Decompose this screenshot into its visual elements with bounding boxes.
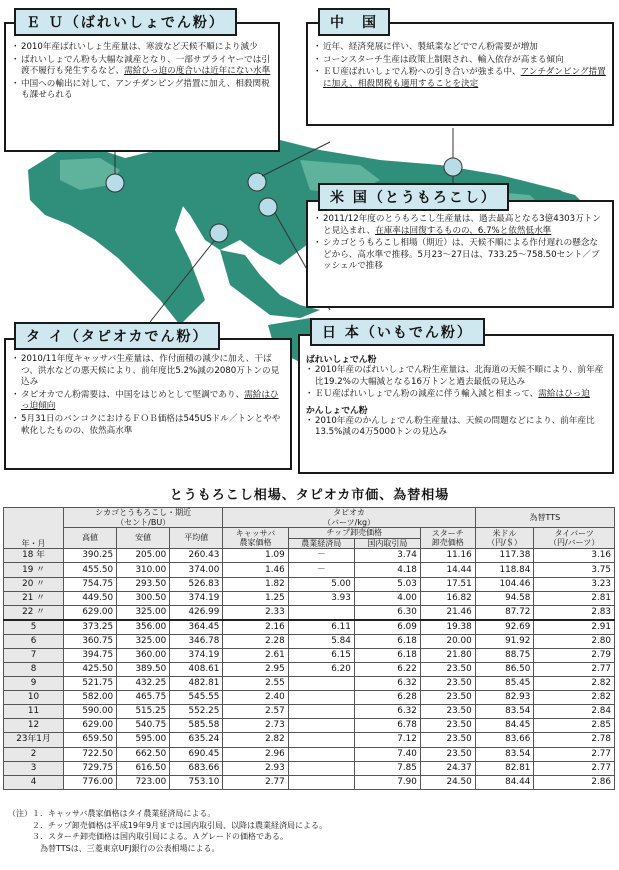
bullet-item (306, 365, 606, 388)
table-cell: 3.93 (288, 591, 354, 605)
us-marker (444, 158, 462, 176)
table-cell: 23.50 (420, 733, 475, 747)
us-title: 米 国（とうもろこし） (318, 183, 509, 211)
us-bullets (314, 214, 606, 273)
row-label: 20 〃 (4, 577, 64, 591)
table-cell: 92.69 (475, 620, 534, 635)
table-cell: 7.85 (354, 761, 420, 775)
bullet-text: 2010年産のばれいしょでん粉生産量は、北海道の天候不順により、前年産比19.2%の大幅減となる16万トンと過去最低の見込み (315, 365, 604, 387)
table-cell (288, 733, 354, 747)
bullet-text: タピオカでん粉需要は、中国をはじめとして堅調であり、 (21, 389, 245, 400)
table-cell: 5.00 (288, 577, 354, 591)
row-label: 18 年 (4, 549, 64, 563)
table-cell: 616.50 (117, 761, 170, 775)
bullet-text: シカゴとうもろこし相場（期近）は、天候不順による作付遅れの懸念などから、高水準で推移。5月23～27日は、733.25～758.50セント／ブッシェルで推移 (323, 238, 600, 272)
table-cell: 683.66 (170, 761, 223, 775)
table-cell: 408.61 (170, 662, 223, 676)
table-row (4, 691, 615, 705)
table-cell: 629.00 (64, 605, 117, 620)
row-label: 2 (4, 747, 64, 761)
table-cell: 590.00 (64, 705, 117, 719)
bullet-text: コーンスターチ生産は政策上制限され、輸入依存が高まる傾向 (323, 54, 564, 65)
table-title: とうもろこし相場、タピオカ市価、為替相場 (169, 488, 450, 503)
table-cell: 6.20 (288, 662, 354, 676)
row-label: 6 (4, 634, 64, 648)
bullet-item (12, 55, 272, 78)
table-cell: 83.66 (475, 733, 534, 747)
col-starch (420, 528, 475, 549)
table-cell: 2.57 (223, 705, 288, 719)
price-table (3, 507, 615, 790)
tapioca-unit: （バーツ/kg） (322, 517, 376, 527)
thailand-marker (210, 224, 228, 242)
table-cell: 23.50 (420, 662, 475, 676)
table-cell: 6.11 (288, 620, 354, 635)
table-cell: 6.78 (354, 719, 420, 733)
table-cell: 722.50 (64, 747, 117, 761)
col-chip-domestic: 国内取引局 (354, 538, 420, 549)
table-cell: 360.00 (117, 648, 170, 662)
japan-title: 日 本（いもでん粉） (310, 318, 485, 346)
table-row (4, 719, 615, 733)
bullet-item (314, 55, 606, 67)
col-group-tts: 為替TTS (475, 508, 614, 528)
table-cell: 7.40 (354, 747, 420, 761)
eu-box (4, 22, 280, 152)
row-label: 3 (4, 761, 64, 775)
table-cell: 6.09 (354, 620, 420, 635)
table-cell: 6.32 (354, 677, 420, 691)
table-row (4, 761, 615, 775)
row-label: 23年1月 (4, 733, 64, 747)
cassava-label-2: 農家価格 (239, 538, 272, 548)
col-year-month: 年・月 (4, 508, 64, 549)
table-cell: 629.00 (64, 719, 117, 733)
table-cell: 2.84 (534, 705, 615, 719)
table-cell: 2.79 (534, 648, 615, 662)
table-row (4, 563, 615, 577)
table-cell: 545.55 (170, 691, 223, 705)
thailand-box (4, 338, 292, 470)
table-cell: 6.32 (354, 705, 420, 719)
table-cell: 1.09 (223, 549, 288, 563)
table-cell: 300.50 (117, 591, 170, 605)
table-cell: 21.80 (420, 648, 475, 662)
table-cell: 6.15 (288, 648, 354, 662)
table-cell: 7.12 (354, 733, 420, 747)
table-cell: 24.50 (420, 775, 475, 789)
table-cell: 595.00 (117, 733, 170, 747)
table-cell: 3.74 (354, 549, 420, 563)
table-cell: 2.85 (534, 719, 615, 733)
japan-marker (259, 198, 277, 216)
bullet-item (12, 354, 284, 389)
table-cell: 3.16 (534, 549, 615, 563)
table-cell: 21.46 (420, 605, 475, 620)
table-cell: 118.84 (475, 563, 534, 577)
table-cell: 754.75 (64, 577, 117, 591)
col-group-chicago (64, 508, 223, 528)
table-body (4, 549, 615, 789)
table-cell: 455.50 (64, 563, 117, 577)
col-high: 高値 (64, 528, 117, 549)
table-cell: 2.77 (223, 775, 288, 789)
table-cell: 449.50 (64, 591, 117, 605)
table-cell: 2.83 (534, 605, 615, 620)
table-cell: 11.16 (420, 549, 475, 563)
table-cell (288, 605, 354, 620)
thailand-bullets (12, 354, 284, 437)
table-row (4, 549, 615, 563)
table-cell: 426.99 (170, 605, 223, 620)
table-cell (288, 775, 354, 789)
bullet-item (12, 390, 284, 413)
table-cell: 86.50 (475, 662, 534, 676)
bullet-item (314, 67, 606, 90)
table-cell: 526.83 (170, 577, 223, 591)
table-cell: 394.75 (64, 648, 117, 662)
table-cell: 20.00 (420, 634, 475, 648)
bullet-item (12, 414, 284, 437)
baht-label: タイバーツ (554, 528, 594, 538)
table-cell: 23.50 (420, 747, 475, 761)
china-bullets (314, 42, 606, 90)
col-low: 安値 (117, 528, 170, 549)
baht-unit: （円/バーツ） (548, 538, 600, 548)
table-cell: 374.19 (170, 591, 223, 605)
table-cell (288, 705, 354, 719)
starch-label: スターチ (431, 528, 464, 538)
usd-unit: （円/＄） (487, 538, 522, 548)
japan-potato-bullets (306, 365, 606, 401)
japan-potato-heading: ばれいしょでん粉 (306, 355, 377, 365)
col-group-chip: チップ卸売価格 (288, 528, 420, 539)
table-cell: 585.58 (170, 719, 223, 733)
table-cell: 374.00 (170, 563, 223, 577)
table-cell: 85.45 (475, 677, 534, 691)
table-cell: 521.75 (64, 677, 117, 691)
table-cell: 432.25 (117, 677, 170, 691)
table-cell: 91.92 (475, 634, 534, 648)
table-cell: 425.50 (64, 662, 117, 676)
table-cell: 83.54 (475, 747, 534, 761)
table-cell: 360.75 (64, 634, 117, 648)
eu-title: Ｅ Ｕ（ばれいしょでん粉） (14, 8, 237, 36)
table-cell: 373.25 (64, 620, 117, 635)
table-cell: 364.45 (170, 620, 223, 635)
col-chip-agri: 農業経済局 (288, 538, 354, 549)
table-cell: 6.22 (354, 662, 420, 676)
table-cell: 87.72 (475, 605, 534, 620)
table-cell: 2.82 (223, 733, 288, 747)
table-row (4, 775, 615, 789)
table-cell: 389.50 (117, 662, 170, 676)
table-cell: 2.16 (223, 620, 288, 635)
table-cell: 2.81 (534, 591, 615, 605)
table-cell: 2.61 (223, 648, 288, 662)
table-cell: 723.00 (117, 775, 170, 789)
table-cell: 310.00 (117, 563, 170, 577)
eu-bullets (12, 42, 272, 102)
chicago-label: シカゴとうもろこし・期近 (95, 508, 192, 517)
table-cell: 1.25 (223, 591, 288, 605)
table-notes (8, 808, 327, 854)
table-row (4, 605, 615, 620)
table-row (4, 591, 615, 605)
table-cell: 88.75 (475, 648, 534, 662)
col-group-tapioca (223, 508, 475, 528)
row-label: 9 (4, 677, 64, 691)
table-cell: 94.58 (475, 591, 534, 605)
table-cell: 325.00 (117, 605, 170, 620)
table-cell: 260.43 (170, 549, 223, 563)
bullet-text: ＥＵ産ばれいしょでん粉への引き合いが強まる中、 (323, 67, 521, 78)
table-cell: 2.80 (534, 634, 615, 648)
table-cell: 84.45 (475, 719, 534, 733)
underlined-text: アンチダンピング措置に加え、相殺関税も適用することを決定 (323, 67, 606, 89)
china-box (306, 22, 614, 126)
col-avg: 平均値 (170, 528, 223, 549)
row-label: 21 〃 (4, 591, 64, 605)
row-label: 8 (4, 662, 64, 676)
table-cell (288, 747, 354, 761)
table-cell: 2.77 (534, 747, 615, 761)
bullet-item (314, 42, 606, 54)
bullet-text: 近年、経済発展に伴い、製紙業などででん粉需要が増加 (323, 42, 538, 52)
table-cell: 23.50 (420, 691, 475, 705)
table-cell: 1.46 (223, 563, 288, 577)
table-cell: 23.50 (420, 677, 475, 691)
note-line: 為替TTSは、三菱東京UFJ銀行の公表相場による。 (8, 843, 220, 853)
china-title: 中 国 (318, 8, 390, 36)
japan-sweetpotato-bullets (306, 416, 606, 439)
row-label: 11 (4, 705, 64, 719)
bullet-item (314, 214, 606, 237)
table-row (4, 705, 615, 719)
bullet-item (306, 416, 606, 439)
table-cell: 2.91 (534, 620, 615, 635)
table-cell: 14.44 (420, 563, 475, 577)
table-cell: 7.90 (354, 775, 420, 789)
table-cell: 24.37 (420, 761, 475, 775)
bullet-item (12, 79, 272, 102)
table-cell: 17.51 (420, 577, 475, 591)
table-cell: 325.00 (117, 634, 170, 648)
thailand-title: タ イ（タピオカでん粉） (14, 322, 220, 350)
bullet-text: 中国への輸出に対して、アンチダンピング措置に加え、相殺関税も課せられる (21, 78, 270, 101)
table-cell: 356.00 (117, 620, 170, 635)
table-cell: 2.93 (223, 761, 288, 775)
bullet-text: ばれいしょでん粉も大幅な減産となり、一部サプライヤーでは引渡不履行も発生するなど、 (21, 54, 270, 77)
table-cell: 2.82 (534, 677, 615, 691)
table-cell: 23.50 (420, 705, 475, 719)
col-baht (534, 528, 615, 549)
table-row (4, 620, 615, 635)
underlined-text: 需給ひっ迫の度合いは近年にない水準 (124, 66, 271, 77)
table-cell: － (288, 563, 354, 577)
row-label: 10 (4, 691, 64, 705)
table-cell: 515.25 (117, 705, 170, 719)
col-usd (475, 528, 534, 549)
table-cell: 6.18 (354, 634, 420, 648)
bullet-item (12, 42, 272, 54)
table-cell: 729.75 (64, 761, 117, 775)
table-cell: 104.46 (475, 577, 534, 591)
bullet-item (314, 238, 606, 273)
table-row (4, 577, 615, 591)
row-label: 12 (4, 719, 64, 733)
table-cell: 2.40 (223, 691, 288, 705)
table-cell: 3.75 (534, 563, 615, 577)
table-cell: 2.73 (223, 719, 288, 733)
table-row (4, 648, 615, 662)
table-cell: 2.55 (223, 677, 288, 691)
us-box (306, 200, 614, 308)
table-cell: 390.25 (64, 549, 117, 563)
bullet-text: 5月31日のバンコクにおけるＦＯＢ価格は545USドル／トンとやや軟化したものの、依然高水準 (21, 413, 281, 436)
bullet-text: 2010年産のかんしょでん粉生産量は、天候の問題などにより、前年産比13.5%減の4万5000トンの見込み (315, 415, 595, 438)
row-label: 19 〃 (4, 563, 64, 577)
table-cell: 635.24 (170, 733, 223, 747)
table-cell (288, 719, 354, 733)
table-cell: 2.86 (534, 775, 615, 789)
table-cell: 552.25 (170, 705, 223, 719)
cassava-label: キャッサバ (235, 528, 276, 538)
table-cell (288, 677, 354, 691)
col-cassava (223, 528, 288, 549)
table-cell: 374.19 (170, 648, 223, 662)
table-cell: 293.50 (117, 577, 170, 591)
eu-marker (106, 174, 124, 192)
table-row (4, 677, 615, 691)
underlined-text: 需給はひっ迫 (538, 389, 590, 400)
table-cell: 82.93 (475, 691, 534, 705)
table-cell: 82.81 (475, 761, 534, 775)
table-cell: 2.78 (534, 733, 615, 747)
table-cell: 4.18 (354, 563, 420, 577)
table-cell: 659.50 (64, 733, 117, 747)
table-cell: 5.84 (288, 634, 354, 648)
table-cell: 2.82 (534, 691, 615, 705)
table-cell: 5.03 (354, 577, 420, 591)
table-cell: 753.10 (170, 775, 223, 789)
table-cell: 690.45 (170, 747, 223, 761)
table-cell: 23.50 (420, 719, 475, 733)
row-label: 4 (4, 775, 64, 789)
row-label: 5 (4, 620, 64, 635)
note-line: ２．チップ卸売価格は平成19年9月までは国内取引局、以降は農業経済局による。 (8, 820, 328, 830)
table-cell: 1.82 (223, 577, 288, 591)
bullet-text: 2010年産ばれいしょ生産量は、寒波など天候不順により減少 (21, 42, 258, 52)
table-cell: 2.28 (223, 634, 288, 648)
japan-box (298, 334, 614, 474)
table-cell: 16.82 (420, 591, 475, 605)
table-cell: 662.50 (117, 747, 170, 761)
table-cell (288, 691, 354, 705)
table-cell: 117.38 (475, 549, 534, 563)
table-cell: 19.38 (420, 620, 475, 635)
table-cell: 346.78 (170, 634, 223, 648)
table-cell: 776.00 (64, 775, 117, 789)
note-line: （注）１．キャッサバ農家価格はタイ農業経済局による。 (8, 809, 216, 818)
bullet-item (306, 389, 606, 401)
table-cell: 205.00 (117, 549, 170, 563)
starch-label-2: 卸売価格 (431, 538, 464, 548)
table-row (4, 747, 615, 761)
table-cell: 6.18 (354, 648, 420, 662)
table-cell: 84.44 (475, 775, 534, 789)
tapioca-label: タピオカ (333, 508, 365, 517)
table-cell: 3.23 (534, 577, 615, 591)
table-row (4, 662, 615, 676)
japan-sweetpotato-heading: かんしょでん粉 (306, 405, 368, 416)
row-label: 7 (4, 648, 64, 662)
table-cell: 6.28 (354, 691, 420, 705)
table-cell: 2.33 (223, 605, 288, 620)
table-row (4, 634, 615, 648)
table-row (4, 733, 615, 747)
table-cell: 540.75 (117, 719, 170, 733)
table-cell: － (288, 549, 354, 563)
table-cell: 582.00 (64, 691, 117, 705)
table-cell: 465.75 (117, 691, 170, 705)
table-cell: 6.30 (354, 605, 420, 620)
southeast-asia-landmass (220, 250, 320, 318)
underlined-text: 在庫率は回復するものの、6.7%と依然低水準 (375, 225, 552, 236)
bullet-text: 2011/12年度のとうもろこし生産量は、過去最高となる3億4303万トンと見込まれ、 (323, 214, 601, 236)
usd-label: 米ドル (492, 528, 517, 538)
row-label: 22 〃 (4, 605, 64, 620)
note-line: ３．スターチ卸売価格は国内取引局による。Ａグレードの価格である。 (8, 832, 288, 842)
bullet-text: 2010/11年度キャッサバ生産量は、作付面積の減少に加え、干ばつ、洪水などの悪天候により、前年度比5.2%減の2080万トンの見込み (21, 354, 280, 388)
table-cell: 2.77 (534, 761, 615, 775)
table-cell: 83.54 (475, 705, 534, 719)
underlined-text: 需給はひっ迫傾向 (21, 389, 279, 412)
table-cell: 482.81 (170, 677, 223, 691)
table-cell: 2.95 (223, 662, 288, 676)
bullet-text: ＥＵ産ばれいしょでん粉の減産に伴う輸入減と相まって、 (315, 389, 539, 400)
table-cell: 4.00 (354, 591, 420, 605)
table-cell: 2.96 (223, 747, 288, 761)
table-cell (288, 761, 354, 775)
chicago-unit: （セント/BU） (116, 517, 171, 527)
table-cell: 2.77 (534, 662, 615, 676)
